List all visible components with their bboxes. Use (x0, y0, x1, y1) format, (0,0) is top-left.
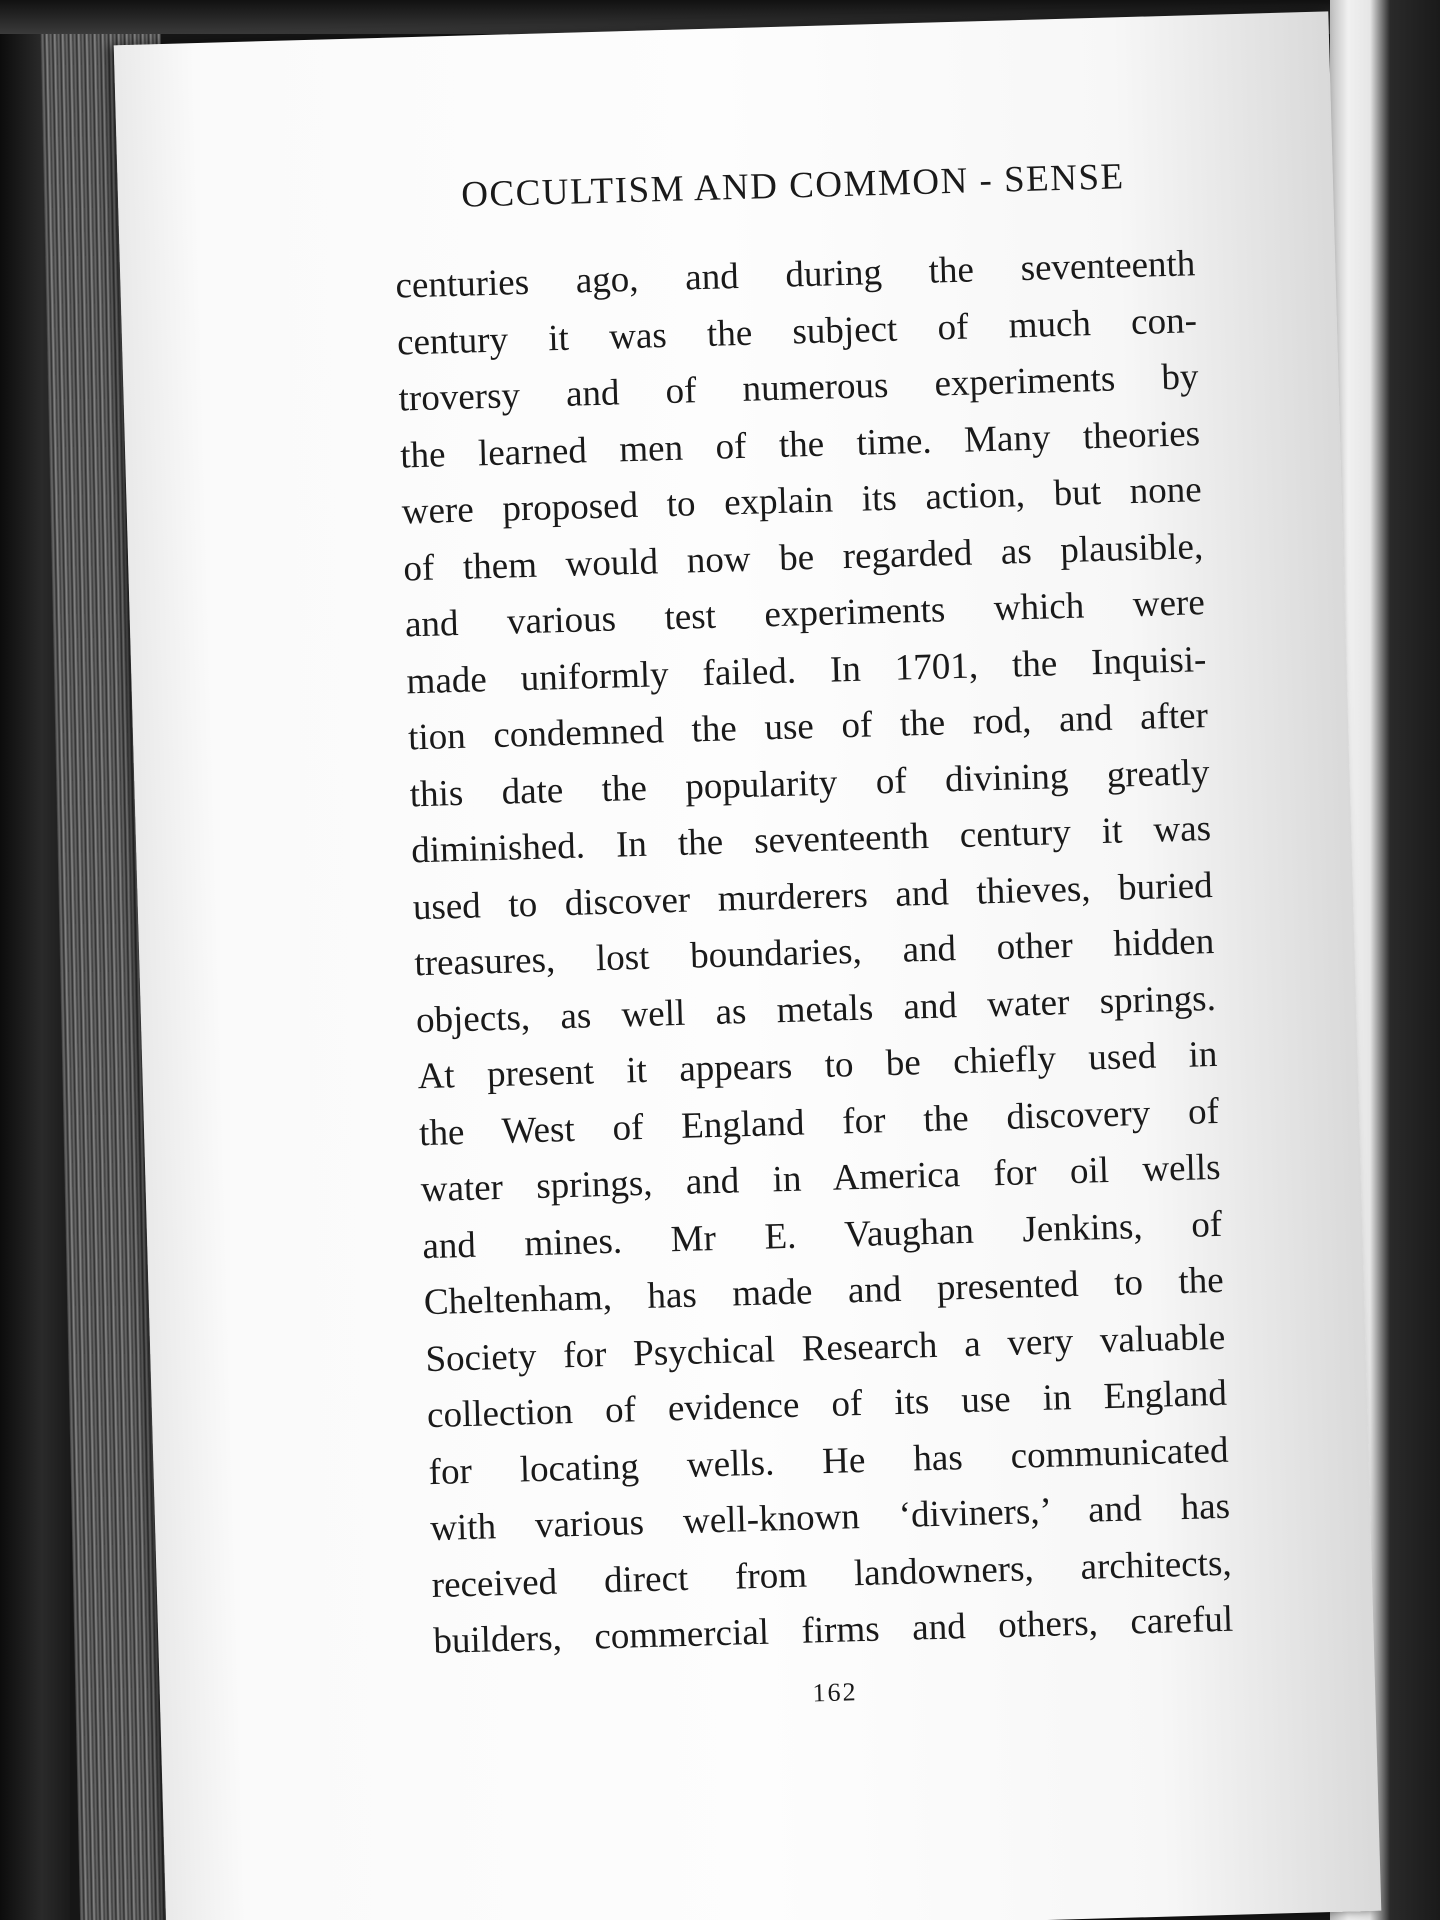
running-head: OCCULTISM AND COMMON - SENSE (460, 156, 1126, 216)
body-line: and mines. Mr E. Vaughan Jenkins, of (421, 1203, 1223, 1267)
body-line: Cheltenham, has made and presented to the (423, 1259, 1225, 1324)
body-line: troversy and of numerous experiments by (398, 356, 1199, 420)
body-line: diminished. In the seventeenth century it was (410, 808, 1212, 872)
body-line: At present it appears to be chiefly used in (417, 1033, 1218, 1098)
body-line: treasures, lost boundaries, and other hidden (413, 920, 1215, 985)
body-line: were proposed to explain its action, but none (401, 469, 1203, 533)
body-line: collection of evidence of its use in England (426, 1372, 1228, 1437)
body-line: objects, as well as metals and water springs. (415, 977, 1217, 1041)
body-line: Society for Psychical Research a very valuable (424, 1316, 1226, 1380)
body-line: received direct from landowners, architects, (431, 1542, 1233, 1606)
book-page (114, 11, 1382, 1920)
body-line: centuries ago, and during the seventeenth (394, 243, 1196, 307)
body-line: and various test experiments which were (404, 582, 1206, 646)
body-line: the West of England for the discovery of (418, 1090, 1220, 1154)
body-line: of them would now be regarded as plausible, (402, 525, 1204, 589)
body-line: this date the popularity of divining greatly (409, 751, 1211, 815)
body-line: century it was the subject of much con- (396, 299, 1198, 364)
body-line: tion condemned the use of the rod, and after (407, 695, 1209, 759)
body-line: used to discover murderers and thieves, buried (412, 864, 1214, 928)
body-line: for locating wells. He has communicated (428, 1429, 1229, 1493)
text-block (392, 153, 1235, 1718)
page-number: 162 (812, 1676, 858, 1707)
body-line: builders, commercial firms and others, careful (432, 1598, 1234, 1663)
body-line: with various well-known ‘diviners,’ and has (429, 1485, 1231, 1550)
body-line: the learned men of the time. Many theories (399, 412, 1201, 476)
body-line: water springs, and in America for oil wells (420, 1146, 1222, 1211)
body-line: made uniformly failed. In 1701, the Inquisi- (406, 638, 1207, 702)
